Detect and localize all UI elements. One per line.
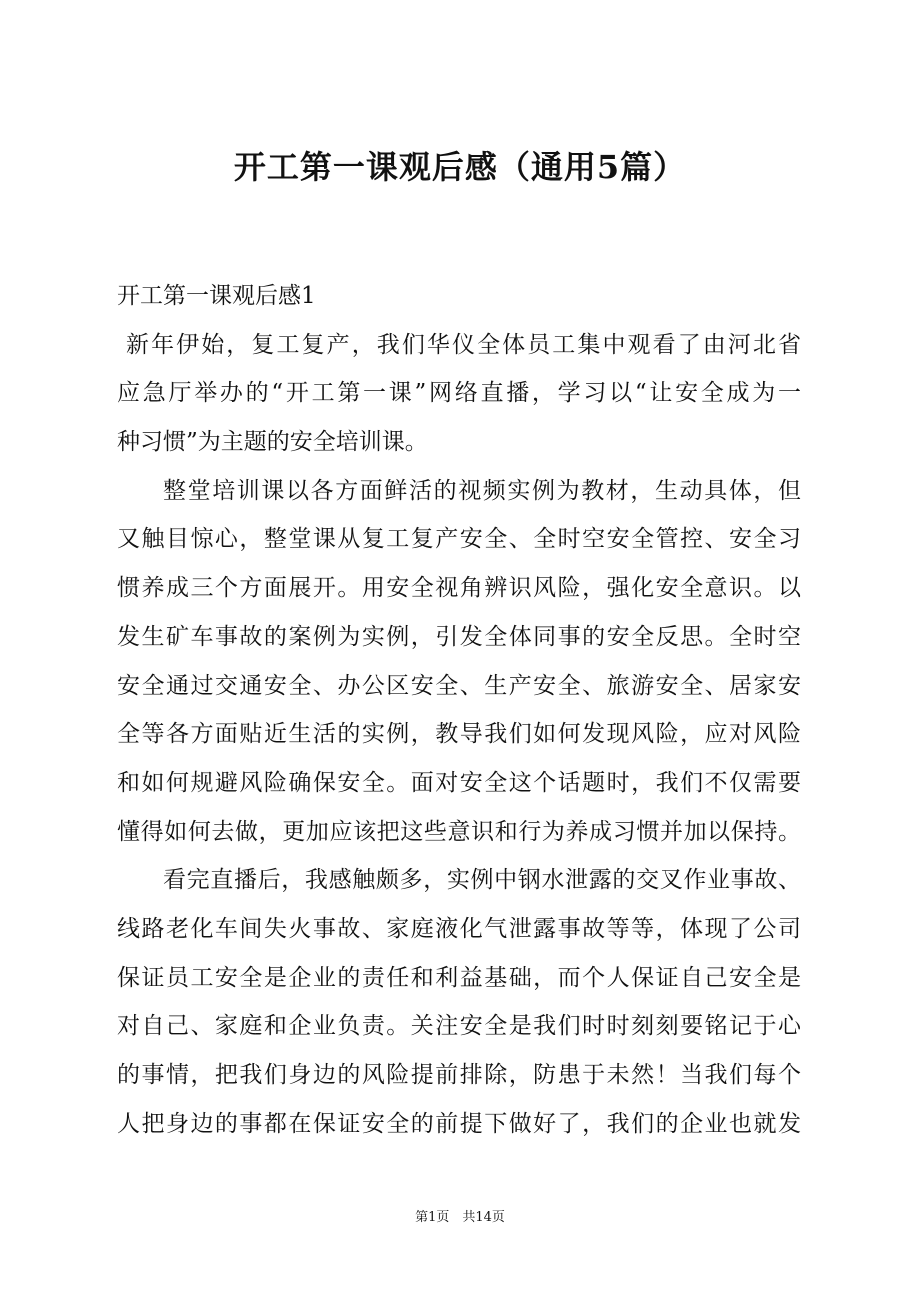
text-line: 发生矿车事故的案例为实例，引发全体同事的安全反思。全时空 [117,623,801,650]
text-line: 线路老化车间失火事故、家庭液化气泄露事故等等，体现了公司 [117,915,801,942]
text-line: 对自己、家庭和企业负责。关注安全是我们时时刻刻要铭记于心 [117,1013,801,1040]
text-line: 全等各方面贴近生活的实例，教导我们如何发现风险，应对风险 [117,721,801,748]
text-line: 应急厅举办的“开工第一课”网络直播，学习以“让安全成为一 [117,380,801,407]
text-line: 懂得如何去做，更加应该把这些意识和行为养成习惯并加以保持。 [117,818,801,845]
paragraph [117,856,801,1148]
text-line: 的事情，把我们身边的风险提前排除，防患于未然！当我们每个 [117,1062,801,1088]
section-heading: 开工第一课观后感1 [117,283,316,309]
page-footer: 第1页 共14页 [415,1210,505,1225]
paragraph [117,467,801,857]
document-title: 开工第一课观后感（通用5篇） [233,148,687,186]
text-line: 惯养成三个方面展开。用安全视角辨识风险，强化安全意识。以 [117,575,801,602]
text-line: 新年伊始，复工复产，我们华仪全体员工集中观看了由河北省 [126,331,801,358]
text-line: 种习惯”为主题的安全培训课。 [117,429,428,456]
text-line: 保证员工安全是企业的责任和利益基础，而个人保证自己安全是 [117,964,801,991]
text-line: 和如何规避风险确保安全。面对安全这个话题时，我们不仅需要 [117,769,801,796]
paragraph [117,321,801,467]
document-body [117,272,801,1148]
text-line: 看完直播后，我感触颇多，实例中钢水泄露的交叉作业事故、 [163,867,801,894]
text-line: 整堂培训课以各方面鲜活的视频实例为教材，生动具体，但 [163,477,801,504]
paragraphs [117,321,801,1149]
text-line: 又触目惊心，整堂课从复工复产安全、全时空安全管控、安全习 [117,526,801,553]
text-line: 安全通过交通安全、办公区安全、生产安全、旅游安全、居家安 [117,672,801,699]
text-line: 人把身边的事都在保证安全的前提下做好了，我们的企业也就发 [117,1110,801,1137]
